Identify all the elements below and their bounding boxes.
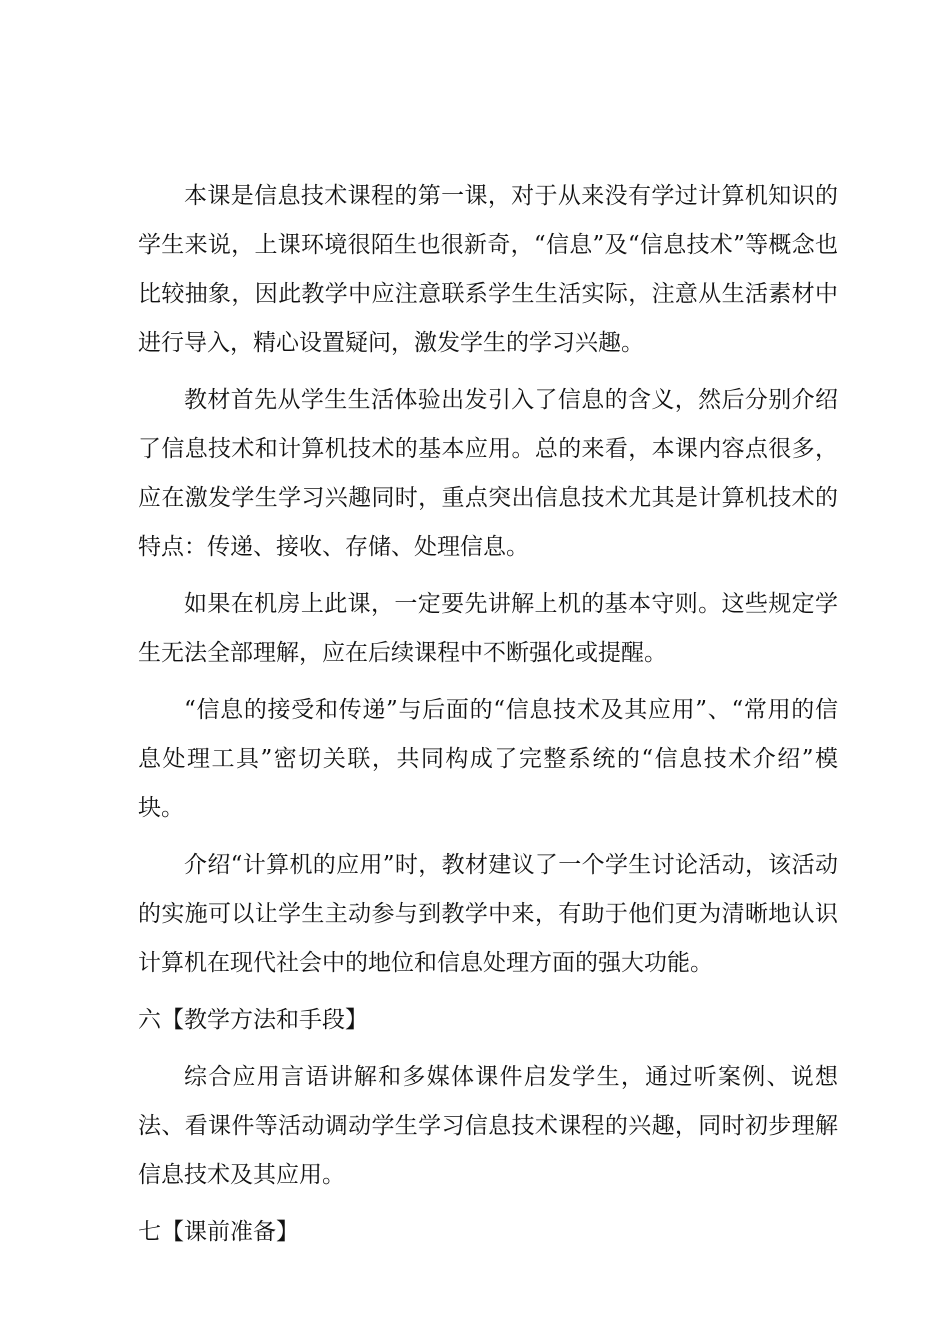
- paragraph-textbook: 教材首先从学生生活体验出发引入了信息的含义，然后分别介绍了信息技术和计算机技术的基本应用。总的来看，本课内容点很多，应在激发学生学习兴趣同时，重点突出信息技术尤其是计算机技术的特点：传递、接收、存储、处理信息。: [138, 387, 838, 560]
- document-body: [138, 172, 838, 1265]
- section-heading-methods: 六【教学方法和手段】: [138, 1007, 368, 1033]
- section-heading-preparation: 七【课前准备】: [138, 1219, 299, 1245]
- paragraph-lab-rules: 如果在机房上此课，一定要先讲解上机的基本守则。这些规定学生无法全部理解，应在后续课程中不断强化或提醒。: [138, 591, 838, 666]
- paragraph-methods: 综合应用言语讲解和多媒体课件启发学生，通过听案例、说想法、看课件等活动调动学生学习信息技术课程的兴趣，同时初步理解信息技术及其应用。: [138, 1064, 838, 1188]
- paragraph-computer-applications: 介绍“计算机的应用”时，教材建议了一个学生讨论活动，该活动的实施可以让学生主动参与到教学中来，有助于他们更为清晰地认识计算机在现代社会中的地位和信息处理方面的强大功能。: [138, 852, 838, 976]
- paragraph-intro: 本课是信息技术课程的第一课，对于从来没有学过计算机知识的学生来说，上课环境很陌生也很新奇，“信息”及“信息技术”等概念也比较抽象，因此教学中应注意联系学生生活实际，注意从生活素材中进行导入，精心设置疑问，激发学生的学习兴趣。: [138, 183, 838, 356]
- paragraph-module-relation: “信息的接受和传递”与后面的“信息技术及其应用”、“常用的信息处理工具”密切关联，共同构成了完整系统的“信息技术介绍”模块。: [138, 697, 838, 821]
